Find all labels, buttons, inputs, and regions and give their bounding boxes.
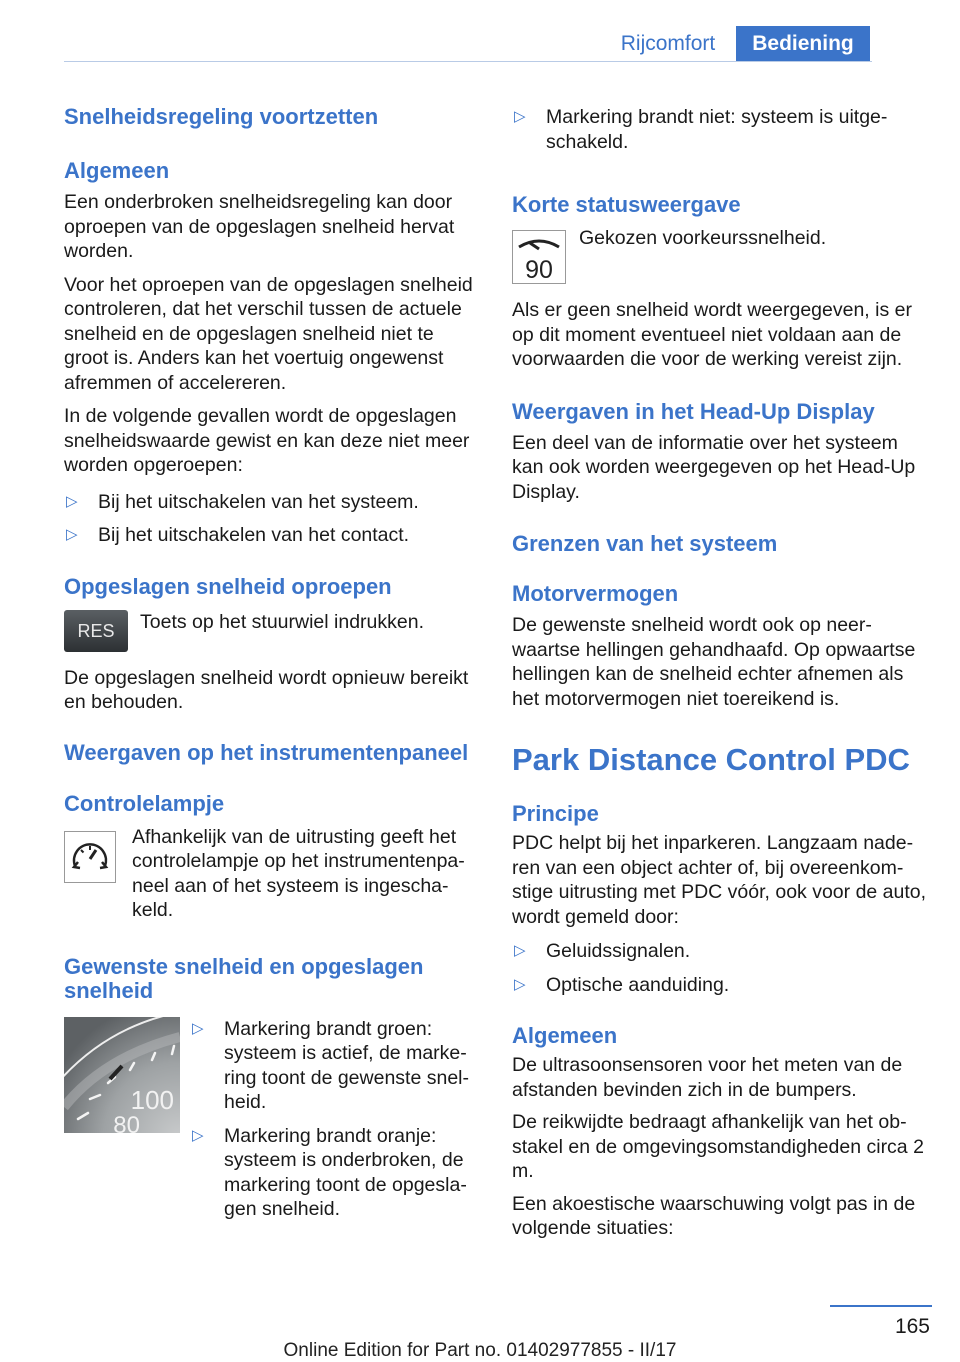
bullet-triangle-icon: ▷ [514,108,526,125]
heading-recall: Opgeslagen snelheid oproepen [64,573,392,599]
list-item: ▷ Optische aanduiding. [514,973,730,996]
section-tab-rijcomfort[interactable]: Rijcomfort [620,32,716,55]
bullet-triangle-icon: ▷ [66,526,78,543]
paragraph-cleared: In de volgende gevallen wordt de opgeslagen snelheidswaarde gewist en kan deze niet meer worden opgeroepen: [64,405,470,476]
res-button-icon: RES [64,610,128,652]
paragraph-hud: Een deel van de informatie over het systeem kan ook worden weergegeven op het Head-Up Display. [512,431,916,503]
section-tab-bediening[interactable]: Bediening [736,26,870,62]
marker-list-continued [512,105,932,154]
status-description: Gekozen voorkeurssnelheid. [579,227,827,249]
heading-hud: Weergaven in het Head-Up Display [512,398,875,424]
list-item: ▷ Markering brandt groen: systeem is actief, de markering toont de gewenste snelheid. [192,1017,469,1113]
heading-motor: Motorvermogen [512,581,679,606]
paragraph-principle: PDC helpt bij het inparkeren. Langzaam naderen van een object achter of, bij overeenkomstige uitrusting met PDC vóór, ook voor de auto, wordt gemeld door: [512,832,927,928]
heading-general-pdc: Algemeen [512,1023,618,1048]
heading-status: Korte statusweergave [512,192,741,217]
res-row [64,610,480,654]
heading-general: Algemeen [64,158,170,183]
paragraph-check: Voor het oproepen van de opgeslagen snelheid controleren, dat het verschil tussen de actuele snelheid en de opgeslagen snelheid niet te groot is. Anders kan het voertuig ongewenst afremmen of accelereren. [64,273,473,394]
pdc-signal-list [512,939,932,997]
bullet-triangle-icon: ▷ [192,1019,204,1037]
paragraph-status: Als er geen snelheid wordt weergegeven, is er op dit moment eventueel niet voldaan aan de voorwaarden die voor de werking vereist zijn. [512,299,912,370]
paragraph-range: De reikwijdte bedraagt afhankelijk van het obstakel en de omgevingsomstandigheden circa 2 m. [512,1111,924,1182]
gauge-row [64,1017,480,1222]
marker-list [190,1017,480,1222]
heading-pdc: Park Distance Control PDC [512,742,910,777]
lamp-row [64,825,480,923]
gauge-label: 80 [113,1111,140,1133]
cleared-list [64,490,480,548]
right-column [512,100,932,1241]
footer-divider [830,1305,932,1307]
heading-limits: Grenzen van het systeem [512,531,778,556]
paragraph-warning: Een akoestische waarschuwing volgt pas in de volgende situaties: [512,1192,916,1239]
heading-resume: Snelheidsregeling voortzetten [64,104,379,129]
lamp-description: Afhankelijk van de uitrusting geeft het controlelampje op het instrumentenpaneel aan of het systeem is ingeschakeld. [64,825,480,923]
bullet-triangle-icon: ▷ [192,1126,204,1144]
left-column [64,100,480,1222]
speedometer-gauge-image [64,1017,180,1133]
heading-lamp: Controlelampje [64,790,225,816]
paragraph-reached: De opgeslagen snelheid wordt opnieuw bereikt en behouden. [64,666,469,713]
header-divider [64,61,872,62]
set-speed-icon [512,230,566,284]
list-item: ▷ Bij het uitschakelen van het contact. [66,524,410,546]
bullet-triangle-icon: ▷ [514,975,526,993]
paragraph-resume: Een onderbroken snelheidsregeling kan door oproepen van de opgeslagen snelheid hervat worden. [64,191,455,262]
heading-desired: Gewenste snelheid en opgeslagen snelheid [64,953,424,1003]
res-description: Toets op het stuurwiel indrukken. [140,610,424,633]
cruise-control-lamp-icon [64,831,116,883]
bullet-triangle-icon: ▷ [514,942,526,959]
paragraph-motor: De gewenste snelheid wordt ook op neerwaartse hellingen gehandhaafd. Op opwaartse hellingen kan de snelheid echter afnemen als het motorvermogen niet toereikend is. [512,614,916,710]
page-number: 165 [894,1315,930,1338]
list-item: ▷ Markering brandt oranje: systeem is onderbroken, de markering toont de opgeslagen snelheid. [192,1124,467,1220]
edition-footer: Online Edition for Part no. 01402977855 - II/17 [283,1340,677,1361]
set-speed-value: 90 [525,256,553,283]
status-row [512,226,932,288]
heading-display: Weergaven op het instrumentenpaneel [64,739,469,765]
list-item: ▷ Geluidssignalen. [514,940,691,962]
paragraph-sensors: De ultrasoonsensoren voor het meten van de afstanden bevinden zich in de bumpers. [512,1054,903,1101]
list-item: ▷ Markering brandt niet: systeem is uitgeschakeld. [514,106,888,153]
heading-principle: Principe [512,801,599,826]
gauge-label: 100 [130,1084,174,1115]
list-item: ▷ Bij het uitschakelen van het systeem. [66,490,419,513]
bullet-triangle-icon: ▷ [66,492,78,510]
